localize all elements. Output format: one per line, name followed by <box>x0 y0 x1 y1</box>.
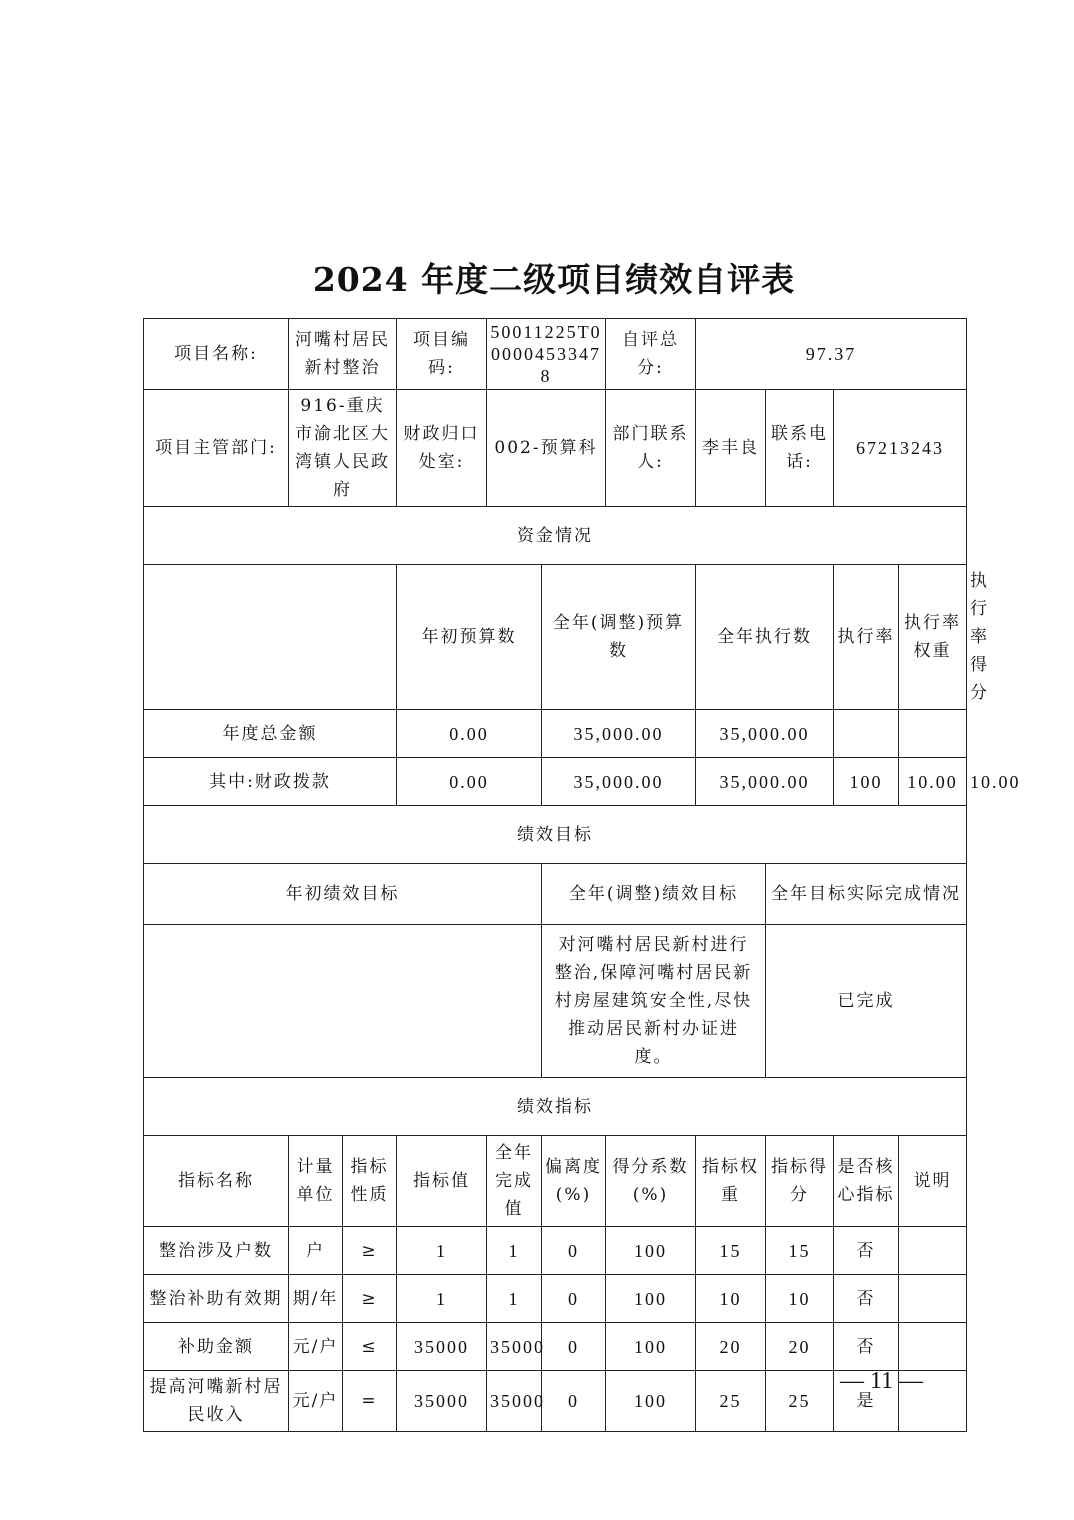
funds-header-weight: 执行率权重 <box>899 565 967 710</box>
goals-header-row <box>144 864 967 925</box>
indicator-cell: 25 <box>766 1371 834 1432</box>
finance-office-label: 财政归口处室: <box>397 390 487 507</box>
funds-cell: 0.00 <box>397 710 542 758</box>
indicator-cell: 元/户 <box>289 1323 343 1371</box>
indicator-row <box>144 1275 967 1323</box>
indicator-cell: ≥ <box>343 1227 397 1275</box>
funds-cell: 35,000.00 <box>542 758 696 806</box>
indicator-cell: 35000 <box>487 1371 542 1432</box>
indicator-header: 是否核心指标 <box>834 1136 899 1227</box>
indicator-cell: 期/年 <box>289 1275 343 1323</box>
funds-row <box>144 710 967 758</box>
indicator-cell: 提高河嘴新村居民收入 <box>144 1371 289 1432</box>
indicator-cell: 35000 <box>397 1371 487 1432</box>
indicator-header: 得分系数(%) <box>606 1136 696 1227</box>
indicator-cell <box>899 1323 967 1371</box>
project-code-label: 项目编码: <box>397 319 487 390</box>
indicator-header: 全年完成值 <box>487 1136 542 1227</box>
indicator-row <box>144 1227 967 1275</box>
indicators-section-title: 绩效指标 <box>144 1078 967 1136</box>
evaluation-table <box>143 318 1021 1432</box>
indicator-row <box>144 1323 967 1371</box>
project-name-label: 项目名称: <box>144 319 289 390</box>
project-code-value: 50011225T000004533478 <box>487 319 606 390</box>
dept-label: 项目主管部门: <box>144 390 289 507</box>
indicator-cell: 100 <box>606 1371 696 1432</box>
indicator-header: 指标名称 <box>144 1136 289 1227</box>
goals-header-initial: 年初绩效目标 <box>144 864 542 925</box>
indicator-cell: 户 <box>289 1227 343 1275</box>
indicator-cell: 20 <box>696 1323 766 1371</box>
indicator-cell: ≤ <box>343 1323 397 1371</box>
indicator-cell: 1 <box>397 1275 487 1323</box>
indicator-cell: 20 <box>766 1323 834 1371</box>
goals-adjusted-text: 对河嘴村居民新村进行整治,保障河嘴村居民新村房屋建筑安全性,尽快推动居民新村办证进度。 <box>542 925 766 1078</box>
funds-header-blank <box>144 565 397 710</box>
indicator-cell: 1 <box>487 1227 542 1275</box>
indicator-cell: 15 <box>696 1227 766 1275</box>
goals-section-title: 绩效目标 <box>144 806 967 864</box>
funds-cell: 10.00 <box>899 758 967 806</box>
contact-label: 部门联系人: <box>606 390 696 507</box>
contact-value: 李丰良 <box>696 390 766 507</box>
funds-section-row <box>144 507 967 565</box>
funds-cell: 100 <box>834 758 899 806</box>
indicator-cell: 补助金额 <box>144 1323 289 1371</box>
funds-cell: 35,000.00 <box>696 710 834 758</box>
funds-header-initial: 年初预算数 <box>397 565 542 710</box>
indicator-header: 偏离度(%) <box>542 1136 606 1227</box>
indicator-cell: ≥ <box>343 1275 397 1323</box>
goals-header-adjusted: 全年(调整)绩效目标 <box>542 864 766 925</box>
page-number: — 11 — <box>840 1368 924 1394</box>
funds-cell: 年度总金额 <box>144 710 397 758</box>
indicator-cell: 100 <box>606 1275 696 1323</box>
indicator-cell: 10 <box>696 1275 766 1323</box>
project-name-value: 河嘴村居民新村整治 <box>289 319 397 390</box>
indicator-cell: 0 <box>542 1227 606 1275</box>
goals-actual-text: 已完成 <box>766 925 967 1078</box>
goals-content-row <box>144 925 967 1078</box>
info-row-1 <box>144 319 967 390</box>
indicator-header: 指标值 <box>397 1136 487 1227</box>
funds-header-adjusted: 全年(调整)预算数 <box>542 565 696 710</box>
indicator-cell: 0 <box>542 1371 606 1432</box>
indicator-cell: 1 <box>487 1275 542 1323</box>
indicator-header: 指标权重 <box>696 1136 766 1227</box>
funds-cell <box>834 710 899 758</box>
indicator-cell: 100 <box>606 1323 696 1371</box>
indicator-cell <box>899 1275 967 1323</box>
funds-section-title: 资金情况 <box>144 507 967 565</box>
indicators-section-row <box>144 1078 967 1136</box>
indicators-header-row <box>144 1136 967 1227</box>
indicator-cell: 否 <box>834 1227 899 1275</box>
funds-header-executed: 全年执行数 <box>696 565 834 710</box>
indicator-header: 计量单位 <box>289 1136 343 1227</box>
finance-office-value: 002-预算科 <box>487 390 606 507</box>
funds-cell: 35,000.00 <box>696 758 834 806</box>
indicator-cell: 整治补助有效期 <box>144 1275 289 1323</box>
funds-cell: 35,000.00 <box>542 710 696 758</box>
self-score-label: 自评总分: <box>606 319 696 390</box>
dept-value: 916-重庆市渝北区大湾镇人民政府 <box>289 390 397 507</box>
indicator-cell: 否 <box>834 1275 899 1323</box>
funds-header-row: 年初预算数 全年(调整)预算数 全年执行数 执行率 执行率权重 执行率得分 <box>144 565 967 710</box>
indicator-cell: 15 <box>766 1227 834 1275</box>
indicator-cell: 35000 <box>487 1323 542 1371</box>
indicator-cell: 0 <box>542 1275 606 1323</box>
funds-header-rate: 执行率 <box>834 565 899 710</box>
funds-cell <box>899 710 967 758</box>
indicator-cell: 0 <box>542 1323 606 1371</box>
goals-section-row <box>144 806 967 864</box>
phone-label: 联系电话: <box>766 390 834 507</box>
phone-value: 67213243 <box>834 390 967 507</box>
indicator-cell: 是 <box>834 1371 899 1432</box>
indicator-cell: 35000 <box>397 1323 487 1371</box>
page-title: 2024 年度二级项目绩效自评表 <box>312 260 796 299</box>
indicator-cell: 100 <box>606 1227 696 1275</box>
indicator-cell: 整治涉及户数 <box>144 1227 289 1275</box>
info-row-2 <box>144 390 967 507</box>
goals-initial-text <box>144 925 542 1078</box>
indicator-header: 指标性质 <box>343 1136 397 1227</box>
goals-header-actual: 全年目标实际完成情况 <box>766 864 967 925</box>
funds-cell: 其中:财政拨款 <box>144 758 397 806</box>
indicator-cell: 否 <box>834 1323 899 1371</box>
funds-row: 其中:财政拨款 0.00 35,000.00 35,000.00 100 10.00 10.00 <box>144 758 967 806</box>
indicator-header: 指标得分 <box>766 1136 834 1227</box>
indicator-cell: 元/户 <box>289 1371 343 1432</box>
indicator-cell: 1 <box>397 1227 487 1275</box>
self-score-value: 97.37 <box>696 319 967 390</box>
funds-cell: 0.00 <box>397 758 542 806</box>
indicator-cell: 10 <box>766 1275 834 1323</box>
indicator-cell: 25 <box>696 1371 766 1432</box>
indicator-header: 说明 <box>899 1136 967 1227</box>
indicator-cell: = <box>343 1371 397 1432</box>
indicator-cell <box>899 1227 967 1275</box>
